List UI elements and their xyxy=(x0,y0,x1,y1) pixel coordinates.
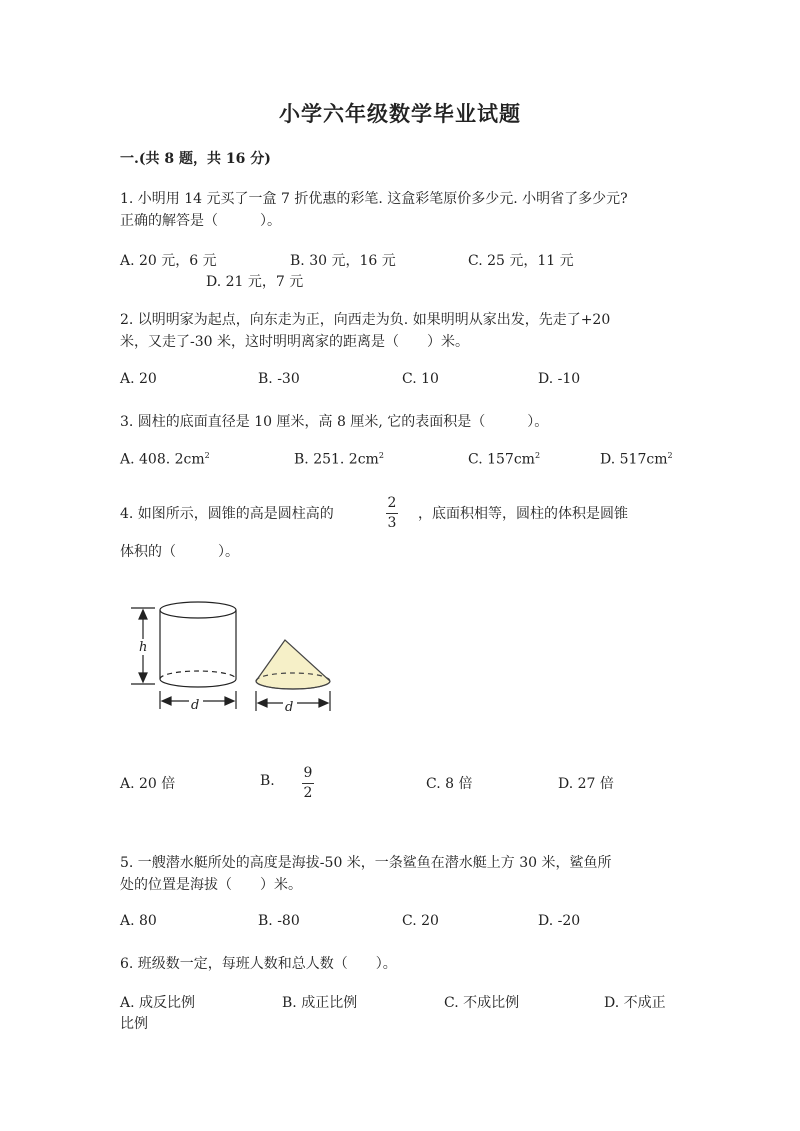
question-5-line2: 处的位置是海拔（ ）米。 xyxy=(120,877,302,893)
question-5-text xyxy=(120,852,612,896)
q3-option-b-label: B. 251. 2cm xyxy=(294,451,379,468)
q3-option-a-label: A. 408. 2cm xyxy=(120,451,205,468)
q3-option-a[interactable] xyxy=(120,451,210,468)
question-3-text: 3. 圆柱的底面直径是 10 厘米，高 8 厘米, 它的表面积是（ ）。 xyxy=(120,414,549,430)
q2-option-c[interactable]: C. 10 xyxy=(402,371,439,387)
question-2-text xyxy=(120,309,610,353)
q5-option-b[interactable]: B. -80 xyxy=(258,913,300,929)
q1-option-a[interactable]: A. 20 元，6 元 xyxy=(120,253,217,269)
fraction-bar xyxy=(386,513,398,514)
q6-option-a[interactable]: A. 成反比例 xyxy=(120,995,196,1011)
cone-diameter-label: d xyxy=(285,700,294,715)
page-title: 小学六年级数学毕业试题 xyxy=(279,101,521,126)
q6-option-c[interactable]: C. 不成比例 xyxy=(444,995,520,1011)
question-2-line2: 米，又走了-30 米，这时明明离家的距离是（ ）米。 xyxy=(120,334,469,350)
q5-option-c[interactable]: C. 20 xyxy=(402,913,439,929)
fraction-denominator: 2 xyxy=(303,785,313,801)
question-4-line1a: 4. 如图所示，圆锥的高是圆柱高的 xyxy=(120,506,334,522)
question-2-line1: 2. 以明明家为起点，向东走为正，向西走为负. 如果明明从家出发，先走了+20 xyxy=(120,312,611,328)
question-4-fraction xyxy=(386,496,398,530)
q3-option-d-unit-sup: 2 xyxy=(667,451,673,460)
q3-option-a-unit-sup: 2 xyxy=(204,451,210,460)
question-5-line1: 5. 一艘潜水艇所处的高度是海拔-50 米，一条鲨鱼在潜水艇上方 30 米，鲨鱼所 xyxy=(120,855,612,871)
fraction-numerator: 2 xyxy=(387,495,397,511)
q4-option-a[interactable]: A. 20 倍 xyxy=(120,776,176,792)
q5-option-d[interactable]: D. -20 xyxy=(538,913,581,929)
question-1-text xyxy=(120,188,628,232)
q5-option-a[interactable]: A. 80 xyxy=(120,913,157,929)
question-4-line1b: ，底面积相等，圆柱的体积是圆锥 xyxy=(418,506,628,522)
q1-option-d[interactable]: D. 21 元，7 元 xyxy=(206,274,304,290)
height-label: h xyxy=(139,640,148,655)
question-4-line2: 体积的（ ）。 xyxy=(120,544,239,560)
q4-option-c[interactable]: C. 8 倍 xyxy=(426,776,473,792)
cone-shape xyxy=(256,640,330,689)
fraction-denominator: 3 xyxy=(387,515,397,531)
q2-option-a[interactable]: A. 20 xyxy=(120,371,157,387)
q3-option-c-label: C. 157cm xyxy=(468,451,535,468)
q3-option-d-label: D. 517cm xyxy=(600,451,668,468)
q3-option-b[interactable] xyxy=(294,451,384,468)
q2-option-d[interactable]: D. -10 xyxy=(538,371,581,387)
q3-option-c[interactable] xyxy=(468,451,540,468)
section-heading: 一.(共 8 题，共 16 分) xyxy=(120,151,271,167)
q1-option-c[interactable]: C. 25 元，11 元 xyxy=(468,253,574,269)
fraction-numerator: 9 xyxy=(303,765,313,781)
q6-option-d-wrap: 比例 xyxy=(120,1016,148,1032)
fraction-bar xyxy=(302,783,314,784)
question-1-line1: 1. 小明用 14 元买了一盒 7 折优惠的彩笔. 这盒彩笔原价多少元. 小明省了多少元? xyxy=(120,191,628,207)
q2-option-b[interactable]: B. -30 xyxy=(258,371,300,387)
q3-option-b-unit-sup: 2 xyxy=(378,451,384,460)
q3-option-c-unit-sup: 2 xyxy=(534,451,541,460)
q6-option-b[interactable]: B. 成正比例 xyxy=(282,995,358,1011)
q3-option-d[interactable] xyxy=(600,451,673,468)
q1-option-b[interactable]: B. 30 元，16 元 xyxy=(290,253,396,269)
q4-option-d[interactable]: D. 27 倍 xyxy=(558,776,614,792)
cylinder-diameter-label: d xyxy=(191,698,200,713)
q4-option-b-fraction xyxy=(302,766,314,800)
question-1-line2: 正确的解答是（ ）。 xyxy=(120,213,281,229)
question-6-text: 6. 班级数一定，每班人数和总人数（ ）。 xyxy=(120,956,397,972)
q4-option-b[interactable]: B. xyxy=(260,773,275,789)
q6-option-d[interactable]: D. 不成正 xyxy=(604,995,666,1011)
cylinder-cone-figure xyxy=(125,595,340,720)
cylinder-shape xyxy=(160,602,236,687)
